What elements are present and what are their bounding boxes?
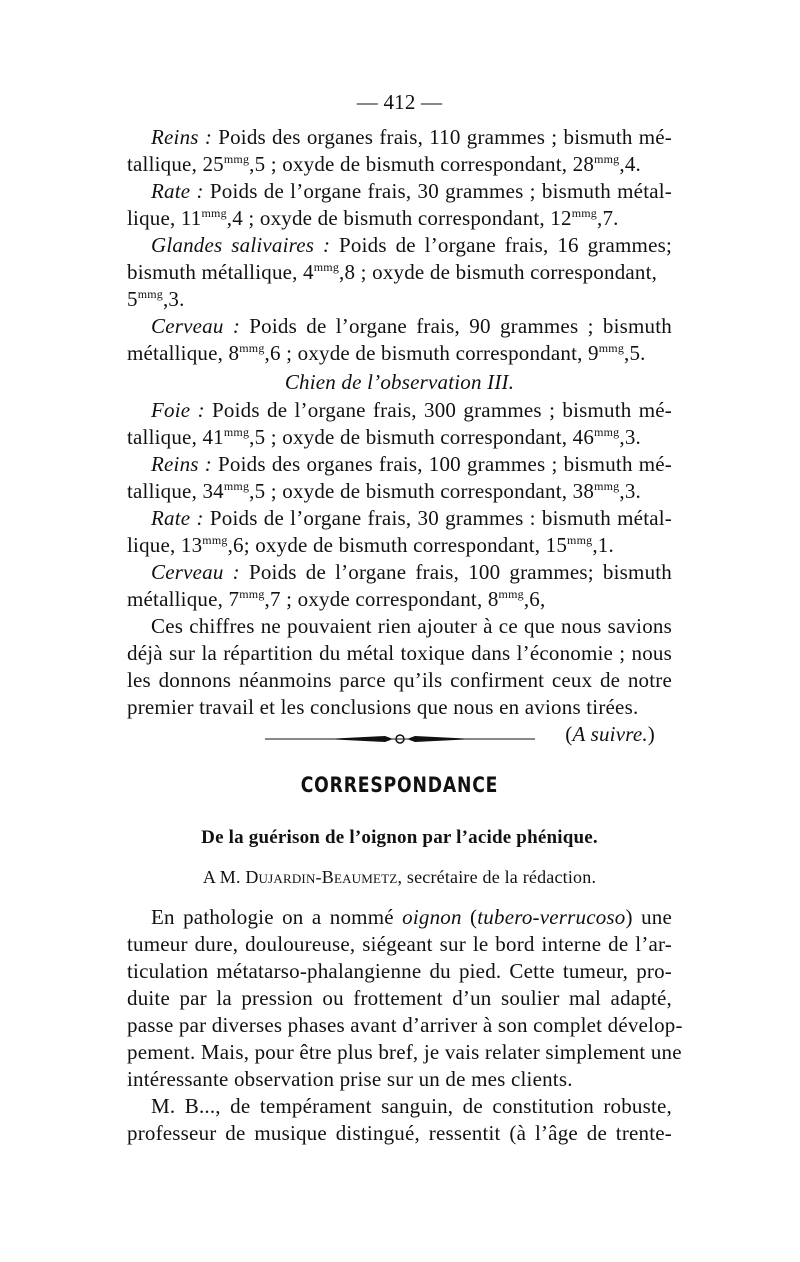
text-line: déjà sur la répartition du métal toxique dans l’économie ; nous	[127, 641, 672, 665]
organ-label: Cerveau :	[151, 560, 240, 584]
text-line: Rate : Poids de l’organe frais, 30 grammes : bismuth métal-	[151, 506, 672, 530]
text-line: métallique, $7^{mmg},7$ ; oxyde correspondant, $8^{mmg},6$,	[127, 587, 546, 611]
text-line: lique, $11^{mmg},4$ ; oxyde de bismuth correspondant, $12^{mmg},7$.	[127, 206, 619, 230]
text-line: Rate : Poids de l’organe frais, 30 grammes ; bismuth métal-	[151, 179, 672, 203]
text-line: métallique, $8^{mmg},6$ ; oxyde de bismuth correspondant, $9^{mmg},5$.	[127, 341, 646, 365]
addressee-line: A M. Dujardin-Beaumetz, secrétaire de la rédaction.	[202, 867, 597, 887]
organ-label: Glandes salivaires :	[151, 233, 331, 257]
text-line: tallique, $41^{mmg},5$ ; oxyde de bismuth correspondant, $46^{mmg},3$.	[127, 425, 641, 449]
section-heading: CORRESPONDANCE	[300, 773, 499, 797]
text-line: premier travail et les conclusions que nous en avions tirées.	[127, 695, 639, 719]
addressee-name: Dujardin-Beaumetz	[245, 867, 398, 887]
ornamental-divider	[265, 733, 535, 745]
text-line: En pathologie on a nommé oignon (tubero-verrucoso) une	[151, 905, 672, 929]
article-title: De la guérison de l’oignon par l’acide phénique.	[201, 827, 598, 848]
text-line: M. B..., de tempérament sanguin, de constitution robuste,	[151, 1094, 672, 1118]
organ-label: Foie :	[151, 398, 205, 422]
text-line: les donnons néanmoins parce qu’ils confirment ceux de notre	[127, 668, 672, 692]
text-line: intéressante observation prise sur un de mes clients.	[127, 1067, 573, 1091]
organ-label: Reins :	[151, 125, 213, 149]
text-line: pement. Mais, pour être plus bref, je vais relater simplement une	[127, 1040, 682, 1064]
text-line: professeur de musique distingué, ressentit (à l’âge de trente-	[127, 1121, 672, 1145]
to-be-continued: (A suivre.)	[565, 722, 655, 746]
text-line: ticulation métatarso-phalangienne du pied. Cette tumeur, pro-	[127, 959, 672, 983]
text-line: Foie : Poids de l’organe frais, 300 grammes ; bismuth mé-	[151, 398, 672, 422]
organ-label: Rate :	[151, 179, 204, 203]
text-line: bismuth métallique, $4^{mmg},8$ ; oxyde de bismuth correspondant,	[127, 260, 658, 284]
organ-label: Reins :	[151, 452, 212, 476]
text-line: Ces chiffres ne pouvaient rien ajouter à ce que nous savions	[151, 614, 672, 638]
text-line: $5^{mmg},3$.	[127, 287, 185, 311]
text-line: passe par diverses phases avant d’arriver à son complet dévelop-	[127, 1013, 683, 1037]
text-line: Cerveau : Poids de l’organe frais, 100 grammes; bismuth	[151, 560, 673, 584]
text-line: duite par la pression ou frottement d’un soulier mal adapté,	[127, 986, 672, 1010]
text-line: Reins : Poids des organes frais, 100 grammes ; bismuth mé-	[151, 452, 672, 476]
text-line: tallique, $34^{mmg},5$ ; oxyde de bismuth correspondant, $38^{mmg},3$.	[127, 479, 641, 503]
organ-label: Cerveau :	[151, 314, 241, 338]
page-number: — 412 —	[356, 90, 443, 114]
text-line: Glandes salivaires : Poids de l’organe frais, 16 grammes;	[151, 233, 672, 257]
organ-label: Rate :	[151, 506, 204, 530]
text-line: Cerveau : Poids de l’organe frais, 90 grammes ; bismuth	[151, 314, 672, 338]
text-line: tumeur dure, douloureuse, siégeant sur le bord interne de l’ar-	[127, 932, 672, 956]
subsection-title: Chien de l’observation III.	[284, 370, 515, 394]
text-line: lique, $13^{mmg},6$; oxyde de bismuth correspondant, $15^{mmg},1$.	[127, 533, 614, 557]
text-line: tallique, $25^{mmg},5$ ; oxyde de bismuth correspondant, $28^{mmg},4$.	[127, 152, 641, 176]
text-line: Reins : Poids des organes frais, 110 grammes ; bismuth mé-	[151, 125, 672, 149]
